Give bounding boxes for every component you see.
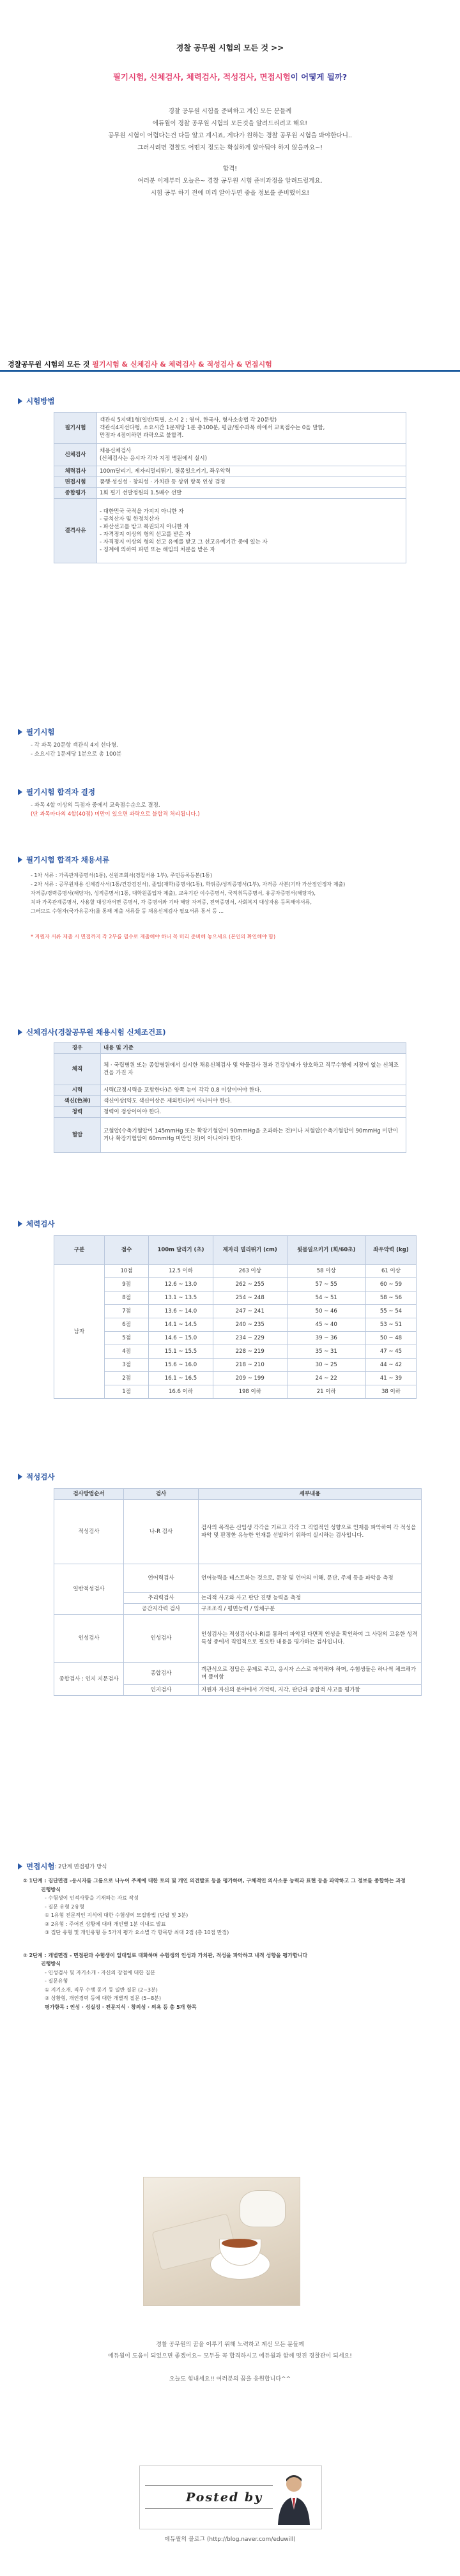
main-header-text <box>8 359 272 369</box>
table-cell: 품행·성실성 · 창의성 · 가치관 등 상위 항목 인성 검정 <box>97 477 406 488</box>
section-title-aptitude <box>18 1472 54 1482</box>
table-cell: 추리력검사 <box>124 1593 199 1604</box>
table-cell: 57 ~ 55 <box>287 1278 365 1292</box>
table-cell: 50 ~ 48 <box>365 1332 416 1345</box>
cell-line: (신체검사는 응시자 각자 지정 병원에서 실시) <box>100 455 207 462</box>
table-row <box>54 499 406 563</box>
table-cell: 일반적성검사 <box>54 1564 124 1615</box>
table-cell: 4점 <box>105 1345 149 1359</box>
cell-line: - 자격정지 이상의 형의 선고를 받은 자 <box>100 531 191 538</box>
section-title-written <box>18 727 54 737</box>
table-cell: 35 ~ 31 <box>287 1345 365 1359</box>
outro-line: 오늘도 힘내세요!! 여러분의 꿈을 응원합니다^^ <box>169 2376 291 2382</box>
interview-item: - 인성검사 및 자기소개 - 자신의 장점에 대한 질문 <box>45 1969 155 1976</box>
intro-paragraph-2 <box>0 163 460 199</box>
table-key: 청력 <box>54 1107 101 1118</box>
interview-item: - 질문 유형 2유형 <box>45 1903 84 1910</box>
table-cell: 218 ~ 210 <box>213 1359 287 1372</box>
table-cell: 263 이상 <box>213 1265 287 1278</box>
table-row <box>54 413 406 444</box>
table-cell: 인성검사 <box>124 1615 199 1663</box>
table-cell: 청력이 정상이어야 한다. <box>101 1107 406 1118</box>
written-info <box>31 741 121 759</box>
table-row <box>54 1564 422 1593</box>
cell-line: - 파산선고를 받고 복권되지 아니한 자 <box>100 524 189 530</box>
table-cell: 38 이하 <box>365 1385 416 1399</box>
table-cell: 39 ~ 36 <box>287 1332 365 1345</box>
table-cell: 234 ~ 229 <box>213 1332 287 1345</box>
section-title-method <box>18 396 54 406</box>
pass-rule <box>31 801 200 819</box>
body-condition-table <box>54 1042 406 1153</box>
interview-step: ① 1단계 : 집단면접 -응시자를 그룹으로 나누어 주제에 대한 토의 및 개인 의견발표 등을 평가하며, 구체적인 의사소통 능력과 표현 등을 파악하고 그 정보를 종합하는 과정 <box>23 1878 406 1884</box>
table-row <box>54 1278 417 1292</box>
section-title-text: 시험방법 <box>26 397 55 406</box>
table-cell: 30 ~ 25 <box>287 1359 365 1372</box>
triangle-bullet-icon <box>18 1474 22 1480</box>
table-cell: 41 ~ 39 <box>365 1372 416 1385</box>
group-cell: 남자 <box>54 1265 105 1399</box>
table-row <box>54 1054 406 1085</box>
interview-item: ② 상황형, 개인경력 등에 대한 개별적 질문 (5~8분) <box>45 1995 162 2001</box>
cell-line: - 자격정지 이상의 형의 선고 유예를 받고 그 선고유예기간 중에 있는 자 <box>100 539 268 545</box>
main-header-prefix: 경찰공무원 시험의 모든 것 <box>8 360 93 369</box>
section-title-text: 면접시험 <box>26 1862 55 1871</box>
section-title-text: 체력검사 <box>26 1219 55 1228</box>
table-row <box>54 1107 406 1118</box>
table-cell: 7점 <box>105 1305 149 1318</box>
intro-paragraph-1 <box>0 105 460 154</box>
interview-item: ② 2유형 : 주어진 상황에 대해 개인별 1분 이내로 발표 <box>45 1921 166 1927</box>
interview-item: ③ 집단 유형 및 개인유형 등 5가지 평가 요소별 각 항목당 최대 2점 (총 10점 만점) <box>45 1930 229 1935</box>
table-cell: 나-R 검사 <box>124 1500 199 1564</box>
main-header-rule <box>0 370 460 372</box>
table-cell: 인성검사 <box>54 1615 124 1663</box>
table-cell: 6점 <box>105 1318 149 1332</box>
table-row <box>54 477 406 488</box>
column-header: 좌우악력 (kg) <box>365 1236 416 1265</box>
table-cell: 객관식으로 정답은 문제로 주고, 응시자 스스로 파악해야 하며, 수험생들은 하나씩 체크해가며 풀이함 <box>199 1663 422 1685</box>
triangle-bullet-icon <box>18 729 22 735</box>
cell-line: - 징계에 의하여 파면 또는 해임의 처분을 받은 자 <box>100 547 215 553</box>
table-row <box>54 1292 417 1305</box>
interview-item: - 수험생이 인적사항을 기재하는 자료 작성 <box>45 1895 139 1901</box>
column-header: 검사 <box>124 1489 199 1500</box>
info-line: - 각 과목 20문항 객관식 4지 선다형. <box>31 742 118 749</box>
table-cell: 12.5 이하 <box>149 1265 213 1278</box>
info-line: - 2차 서류 : 공무원채용 신체검사서(1통/건강검진서), 졸업(재학)증명서(1통), 학위증/성적증명서(1부), 자격증 사본(기타 가산점인정자 제출) <box>31 881 346 887</box>
cell-line: 만점자 4점이하면 과락으로 불합격. <box>100 432 184 439</box>
table-cell: 12.6 ~ 13.0 <box>149 1278 213 1292</box>
table-cell: 61 이상 <box>365 1265 416 1278</box>
intro-subtitle-highlight: 필기시험, 신체검사, 체력검사, 적성검사, 면접시험 <box>112 72 291 82</box>
table-cell: 인지검사 <box>124 1685 199 1696</box>
table-cell: 체 · 국립병원 또는 종합병원에서 실시한 채용신체검사 및 약물검사 결과 건강상태가 양호하고 직무수행에 지장이 없는 신체조건을 가진 자 <box>101 1054 406 1085</box>
table-row <box>54 1663 422 1685</box>
column-header: 점수 <box>105 1236 149 1265</box>
table-key: 면접시험 <box>54 477 97 488</box>
info-line: 그러므로 수험자(국가유공자)를 통해 제출 서류들 등 채용신체검사 필요서류 통서 등 ... <box>31 908 224 914</box>
tea-photo-image <box>143 2177 300 2306</box>
interview-subtitle: 진행방식 <box>41 1886 61 1893</box>
main-header-bar <box>0 355 460 372</box>
intro <box>0 42 460 199</box>
table-key: 시력 <box>54 1085 101 1096</box>
table-cell: 16.1 ~ 16.5 <box>149 1372 213 1385</box>
cell-line: 객관식 5지택1형(일반/특별, 소시 2 ; 영어, 한국사, 형사소송법 각 20문항) <box>100 417 277 423</box>
triangle-bullet-icon <box>18 1221 22 1227</box>
table-cell: 15.6 ~ 16.0 <box>149 1359 213 1372</box>
interview-title-suffix: : 2단계 면접평가 방식 <box>54 1864 107 1870</box>
table-cell: 14.6 ~ 15.0 <box>149 1332 213 1345</box>
table-cell: 44 ~ 42 <box>365 1359 416 1372</box>
interview-item: ① 지기소개, 직무 수행 동기 등 일반 질문 (2~3분) <box>45 1986 158 1993</box>
table-key: 종합평가 <box>54 488 97 499</box>
table-row <box>54 1345 417 1359</box>
table-cell: 53 ~ 51 <box>365 1318 416 1332</box>
table-row <box>54 1085 406 1096</box>
table-cell: 8점 <box>105 1292 149 1305</box>
table-cell: 인성검사는 적성검사(나-R)를 통하여 파악된 다면적 인성을 확인하여 그 사람의 고유한 성격 특성 중에서 직업적으로 필요한 내용을 평가하는 검사입니다. <box>199 1615 422 1663</box>
table-cell: 논리적 사고와 사고 판단 진행 능력을 측정 <box>199 1593 422 1604</box>
tea-shape <box>222 2239 257 2248</box>
table-cell: 14.1 ~ 14.5 <box>149 1318 213 1332</box>
outro-line: 에듀윌이 도움이 되었으면 좋겠어요~ 모두들 꼭 합격하시고 에듀윌과 함께 멋진 경찰관이 되세요! <box>108 2353 352 2359</box>
fitness-table <box>54 1235 417 1399</box>
intro-subtitle <box>0 71 460 82</box>
info-line-warning: (단 과목마다의 4할(40점) 미만이 있으면 과락으로 불합격 처리됩니다.) <box>31 811 200 818</box>
table-key: 필기시험 <box>54 413 97 444</box>
table-cell: 55 ~ 54 <box>365 1305 416 1318</box>
table-cell: 종합검사 : 인지 지문검사 <box>54 1663 124 1696</box>
table-row <box>54 444 406 466</box>
intro-title: 경찰 공무원 시험의 모든 것 >> <box>176 43 284 52</box>
table-cell: 언어력검사 <box>124 1564 199 1593</box>
table-header-row <box>54 1236 417 1265</box>
intro-line: 합격! <box>222 165 238 172</box>
teapot-shape <box>240 2190 286 2227</box>
interview-step: ② 2단계 : 개별면접 - 면접관과 수험생이 일대일로 대화하며 수험생의 인성과 가치관, 적성을 파악하고 내적 성향을 평가합니다 <box>23 1952 308 1958</box>
aptitude-table <box>54 1488 422 1696</box>
section-title-interview <box>18 1861 107 1871</box>
table-row <box>54 1500 422 1564</box>
table-cell: 검사의 목적은 신입생 각각을 기르고 각각 그 직업적인 성향으로 인재를 파악하여 각 적성을 파악 및 판정한 유능한 인재를 선발하기 위하여 실시하는 검사입니다. <box>199 1500 422 1564</box>
table-row <box>54 466 406 477</box>
table-key: 신체검사 <box>54 444 97 466</box>
interview-item: - 질문유형 <box>45 1978 68 1984</box>
table-cell: 시력(교정시력을 포함한다)은 양쪽 눈이 각각 0.8 이상이어야 한다. <box>101 1085 406 1096</box>
table-row <box>54 1359 417 1372</box>
section-title-text: 필기시험 <box>26 728 55 736</box>
intro-line: 에듀윌이 경찰 공무원 시험의 모든것을 알려드리려고 해요! <box>152 120 308 127</box>
table-cell: 262 ~ 255 <box>213 1278 287 1292</box>
triangle-bullet-icon <box>18 398 22 404</box>
outro-line <box>0 2362 460 2374</box>
section-title-text: 적성검사 <box>26 1472 55 1481</box>
table-cell: 지원자 자신의 분야에서 기억력, 지각, 판단과 종합적 사고를 평가함 <box>199 1685 422 1696</box>
table-row <box>54 1372 417 1385</box>
table-row <box>54 1096 406 1107</box>
intro-line: 공무원 시험이 어렵다는건 다들 알고 계시죠, 게다가 원하는 경찰 공무원 시험을 봐야한다니.. <box>108 132 352 139</box>
table-cell: 209 ~ 199 <box>213 1372 287 1385</box>
info-line: - 과목 4할 이상의 득점자 중에서 교육점수순으로 결정. <box>31 802 160 809</box>
table-cell: 5점 <box>105 1332 149 1345</box>
table-cell: 13.6 ~ 14.0 <box>149 1305 213 1318</box>
table-cell: 언어능력을 테스트하는 것으로, 문장 및 언어의 이해, 문단, 주제 등을 파악을 측정 <box>199 1564 422 1593</box>
table-cell: 60 ~ 59 <box>365 1278 416 1292</box>
triangle-bullet-icon <box>18 1863 22 1870</box>
interview-item: 평가항목 : 인성 · 성실성 · 전문지식 · 창의성 · 의욕 등 총 5개 항목 <box>45 2004 197 2010</box>
table-cell: 228 ~ 219 <box>213 1345 287 1359</box>
section-title-pass <box>18 787 95 797</box>
table-cell: 10점 <box>105 1265 149 1278</box>
signature-rule <box>145 2485 273 2486</box>
docs-info <box>31 871 433 916</box>
triangle-bullet-icon <box>18 857 22 863</box>
table-key: 체격 <box>54 1054 101 1085</box>
table-cell: 고혈압(수축기혈압이 145mmHg 또는 확장기혈압이 90mmHg을 초과하는 것)이나 저혈압(수축기혈압이 90mmHg 미만이거나 확장기혈압이 60mmHg 미만인 것)이 아니어야 한다. <box>101 1118 406 1153</box>
table-cell: 100m달리기, 제자리멀리뛰기, 윗몸일으키기, 좌우악력 <box>97 466 406 477</box>
section-title-fitness <box>18 1219 54 1229</box>
section-title-docs <box>18 855 109 865</box>
section-title-text: 필기시험 합격자 채용서류 <box>26 855 110 864</box>
table-cell: 58 ~ 56 <box>365 1292 416 1305</box>
main-header-highlight: 필기시험 & 신체검사 & 체력검사 & 적성검사 & 면접시험 <box>92 360 272 369</box>
table-row <box>54 1118 406 1153</box>
table-cell: 공간지각력 검사 <box>124 1604 199 1615</box>
table-cell: 50 ~ 46 <box>287 1305 365 1318</box>
table-row <box>54 1305 417 1318</box>
docs-warning: * 지원자 서류 제출 시 면접까지 각 2부를 필수로 제출해야 하니 꼭 미리 준비해 놓으세요 (본인의 확인해야 함) <box>31 934 276 940</box>
section-title-text: 필기시험 합격자 결정 <box>26 788 95 796</box>
table-key: 결격사유 <box>54 499 97 563</box>
column-header: 세부내용 <box>199 1489 422 1500</box>
info-line: 치과 가족관계증명서, 사용할 대상자서면 증명서, 각 증명서와 기타 해당 자격증, 전역증명서, 사회복지 대상자용 등록해야서류, <box>31 899 312 905</box>
method-table <box>54 412 406 563</box>
table-cell: 47 ~ 45 <box>365 1345 416 1359</box>
table-cell: 58 이상 <box>287 1265 365 1278</box>
posted-by-text: Posted by <box>186 2490 263 2504</box>
table-cell: 구조조직 / 평면능력 / 입체구분 <box>199 1604 422 1615</box>
info-line: 자격증/경력증명서(해당자), 성적증명서(1통, 대학원졸업자 제출), 교육기관 이수증명서, 국적취득증명서, 유공자증명서(해당자), <box>31 890 316 896</box>
interview-info <box>23 1877 438 2011</box>
table-row <box>54 1332 417 1345</box>
intro-line: 경찰 공무원 시험을 준비하고 계신 모든 분들께 <box>168 108 292 115</box>
intro-line: 시험 공부 하기 전에 미리 알아두면 좋을 정보를 준비했어요! <box>150 190 310 197</box>
cell-line: - 대한민국 국적을 가지지 아니한 자 <box>100 508 184 515</box>
table-cell: 54 ~ 51 <box>287 1292 365 1305</box>
column-header: 검사방법순서 <box>54 1489 124 1500</box>
posted-by-signature <box>139 2465 322 2529</box>
section-title-body <box>18 1027 165 1037</box>
intro-line: 여러분 이제부터 오늘은~ 경찰 공무원 시험 준비과정을 알려드릴게요. <box>137 178 323 185</box>
table-key: 색신(色神) <box>54 1096 101 1107</box>
table-cell: 15.1 ~ 15.5 <box>149 1345 213 1359</box>
column-header: 윗몸일으키기 (회/60초) <box>287 1236 365 1265</box>
table-row <box>54 1318 417 1332</box>
table-cell: 1회 필기 선발정원의 1.5배수 선발 <box>97 488 406 499</box>
table-cell: 색신이상(약도 색신이상은 제외한다)이 아니어야 한다. <box>101 1096 406 1107</box>
table-row <box>54 1043 406 1054</box>
table-key: 경우 <box>54 1043 101 1054</box>
table-cell: 종합검사 <box>124 1663 199 1685</box>
cell-line: 객관식4지선다형, 소요시간 1문제당 1분 총100분, 평균/필수과목 하에서 교육점수는 0을 말함, <box>100 425 325 431</box>
info-line: - 소요시간 1문제당 1분으로 총 100분 <box>31 751 122 758</box>
table-cell <box>97 413 406 444</box>
table-key: 체력검사 <box>54 466 97 477</box>
fitness-table-body <box>54 1265 417 1399</box>
column-header: 구분 <box>54 1236 105 1265</box>
table-cell: 9점 <box>105 1278 149 1292</box>
table-key: 혈압 <box>54 1118 101 1153</box>
table-cell <box>97 444 406 466</box>
table-cell: 45 ~ 40 <box>287 1318 365 1332</box>
author-avatar <box>275 2471 312 2525</box>
table-cell: 13.1 ~ 13.5 <box>149 1292 213 1305</box>
section-title-text: 신체검사(경찰공무원 채용시험 신체조건표) <box>26 1028 166 1037</box>
cell-line: 채용신체검사 <box>100 448 132 454</box>
table-cell: 적성검사 <box>54 1500 124 1564</box>
outro-line: 경찰 공무원의 꿈을 이루기 위해 노력하고 계신 모든 분들께 <box>156 2342 304 2348</box>
triangle-bullet-icon <box>18 789 22 795</box>
intro-line: 그러시려면 경찰도 어떤지 정도는 확실하게 알아둬야 하지 않을까요~! <box>137 144 323 151</box>
table-cell: 198 이하 <box>213 1385 287 1399</box>
table-row <box>54 1385 417 1399</box>
info-line: - 1차 서류 : 가족관계증명서(1통), 신원조회서(경찰서용 1부), 주민등록등본(1통) <box>31 873 212 878</box>
table-row <box>54 488 406 499</box>
table-row <box>54 1615 422 1663</box>
triangle-bullet-icon <box>18 1029 22 1035</box>
table-row <box>54 1265 417 1278</box>
table-cell: 내용 및 기준 <box>101 1043 406 1054</box>
table-cell <box>97 499 406 563</box>
column-header: 제자리 멀리뛰기 (cm) <box>213 1236 287 1265</box>
table-header-row <box>54 1489 422 1500</box>
table-cell: 1점 <box>105 1385 149 1399</box>
table-cell: 254 ~ 248 <box>213 1292 287 1305</box>
intro-subtitle-suffix: 이 어떻게 될까? <box>290 72 348 82</box>
outro-text <box>0 2339 460 2385</box>
table-cell: 21 이하 <box>287 1385 365 1399</box>
interview-item: ① 1유형 전문적인 지식에 대한 수험생의 모집방법 (단답 및 3분) <box>45 1912 188 1918</box>
table-cell: 16.6 이하 <box>149 1385 213 1399</box>
blog-link[interactable]: 에듀윌의 블로그 (http://blog.naver.com/eduwill) <box>164 2536 296 2543</box>
table-cell: 240 ~ 235 <box>213 1318 287 1332</box>
interview-subtitle: 진행방식 <box>41 1961 61 1967</box>
table-cell: 247 ~ 241 <box>213 1305 287 1318</box>
table-cell: 3점 <box>105 1359 149 1372</box>
signature-rule <box>145 2508 273 2509</box>
table-cell: 24 ~ 22 <box>287 1372 365 1385</box>
column-header: 100m 달리기 (초) <box>149 1236 213 1265</box>
cell-line: - 금치산자 및 한정치산자 <box>100 516 160 522</box>
table-cell: 2점 <box>105 1372 149 1385</box>
